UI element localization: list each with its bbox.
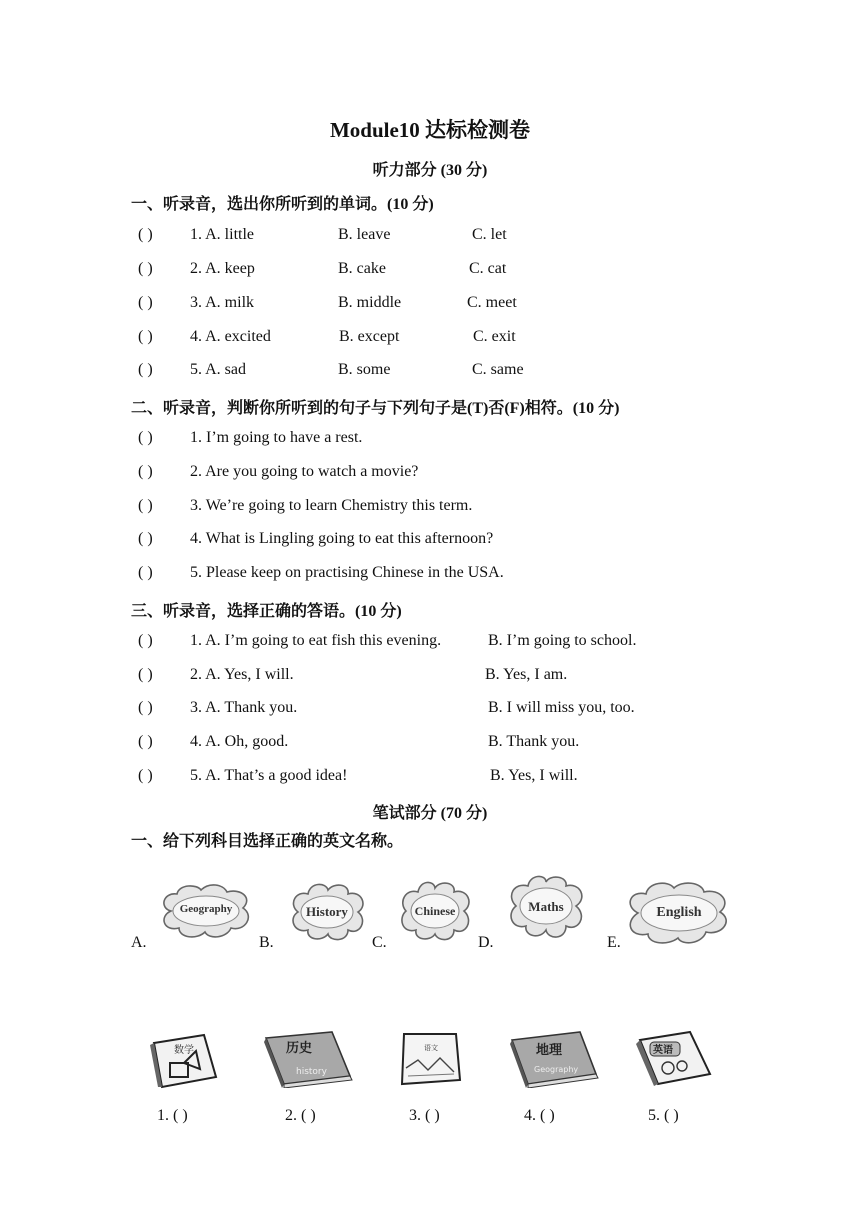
badge-word: English [656,905,702,920]
book-label: 地理 [536,1043,563,1058]
maths-book-image [146,1033,220,1089]
english-book-image [634,1030,714,1088]
listening-part3-heading: 三、听录音，选择正确的答语。(10 分) [131,603,402,620]
answer-blank[interactable]: 2. ( ) [285,1107,316,1124]
sentence: 3. We’re going to learn Chemistry this term. [190,497,473,514]
listening-part2-heading: 二、听录音，判断你所听到的句子与下列句子是(T)否(F)相符。(10 分) [131,400,620,417]
answer-blank[interactable]: 3. ( ) [409,1107,440,1124]
sentence: 4. What is Lingling going to eat this afternoon? [190,530,494,547]
listening-heading: 听力部分 (30 分) [372,162,488,179]
option-b: B. some [338,361,391,378]
geography-book-image [508,1030,600,1088]
option-b: B. Thank you. [488,733,580,750]
book-label: 数学 [174,1045,194,1056]
answer-paren[interactable]: ( ) [138,632,153,649]
option-a: 3. A. milk [190,294,255,311]
option-letter: B. [259,934,274,951]
option-a: 4. A. excited [190,328,271,345]
option-c: C. same [472,361,524,378]
written-part1-heading: 一、给下列科目选择正确的英文名称。 [131,833,404,850]
option-c: C. cat [469,260,507,277]
option-a: 4. A. Oh, good. [190,733,289,750]
written-heading: 笔试部分 (70 分) [372,805,488,822]
option-b: B. except [339,328,400,345]
answer-blank[interactable]: 4. ( ) [524,1107,555,1124]
answer-paren[interactable]: ( ) [138,463,153,480]
answer-blank[interactable]: 5. ( ) [648,1107,679,1124]
flower-badge-english [624,880,734,946]
sentence: 5. Please keep on practising Chinese in the USA. [190,564,504,581]
history-book-image [262,1030,354,1088]
book-label-en: history [296,1067,327,1077]
book-label-en: Geography [534,1065,579,1074]
option-c: C. let [472,226,507,243]
option-b: B. cake [338,260,386,277]
option-c: C. exit [473,328,516,345]
answer-paren[interactable]: ( ) [138,328,153,345]
chinese-book-image [398,1030,464,1088]
answer-paren[interactable]: ( ) [138,530,153,547]
answer-paren[interactable]: ( ) [138,260,153,277]
option-a: 1. A. little [190,226,254,243]
flower-badge-geography [157,882,255,940]
badge-word: Chinese [414,904,456,918]
sentence: 1. I’m going to have a rest. [190,429,363,446]
badge-word: History [306,904,348,919]
answer-paren[interactable]: ( ) [138,429,153,446]
answer-paren[interactable]: ( ) [138,699,153,716]
flower-badge-history [288,882,366,942]
answer-blank[interactable]: 1. ( ) [157,1107,188,1124]
page-title: Module10 达标检测卷 [329,118,531,142]
badge-word: Maths [528,899,564,914]
answer-paren[interactable]: ( ) [138,767,153,784]
option-b: B. I’m going to school. [488,632,637,649]
answer-paren[interactable]: ( ) [138,497,153,514]
option-b: B. Yes, I will. [490,767,578,784]
option-letter: E. [607,934,621,951]
option-letter: D. [478,934,494,951]
option-a: 3. A. Thank you. [190,699,298,716]
flower-badge-chinese [398,880,472,942]
book-label: 语文 [424,1044,438,1052]
answer-paren[interactable]: ( ) [138,361,153,378]
answer-paren[interactable]: ( ) [138,564,153,581]
answer-paren[interactable]: ( ) [138,294,153,311]
option-letter: A. [131,934,147,951]
answer-paren[interactable]: ( ) [138,666,153,683]
option-a: 2. A. keep [190,260,255,277]
flower-badge-maths [506,874,586,940]
answer-paren[interactable]: ( ) [138,226,153,243]
option-a: 1. A. I’m going to eat fish this evening. [190,632,442,649]
option-a: 2. A. Yes, I will. [190,666,294,683]
option-b: B. leave [338,226,391,243]
book-label: 英语 [653,1045,673,1056]
option-letter: C. [372,934,387,951]
option-a: 5. A. sad [190,361,246,378]
option-c: C. meet [467,294,517,311]
listening-part1-heading: 一、听录音，选出你所听到的单词。(10 分) [131,196,434,213]
option-b: B. I will miss you, too. [488,699,635,716]
option-b: B. Yes, I am. [485,666,568,683]
sentence: 2. Are you going to watch a movie? [190,463,419,480]
option-a: 5. A. That’s a good idea! [190,767,348,784]
option-b: B. middle [338,294,402,311]
book-label: 历史 [286,1041,313,1056]
badge-word: Geography [179,903,233,915]
answer-paren[interactable]: ( ) [138,733,153,750]
